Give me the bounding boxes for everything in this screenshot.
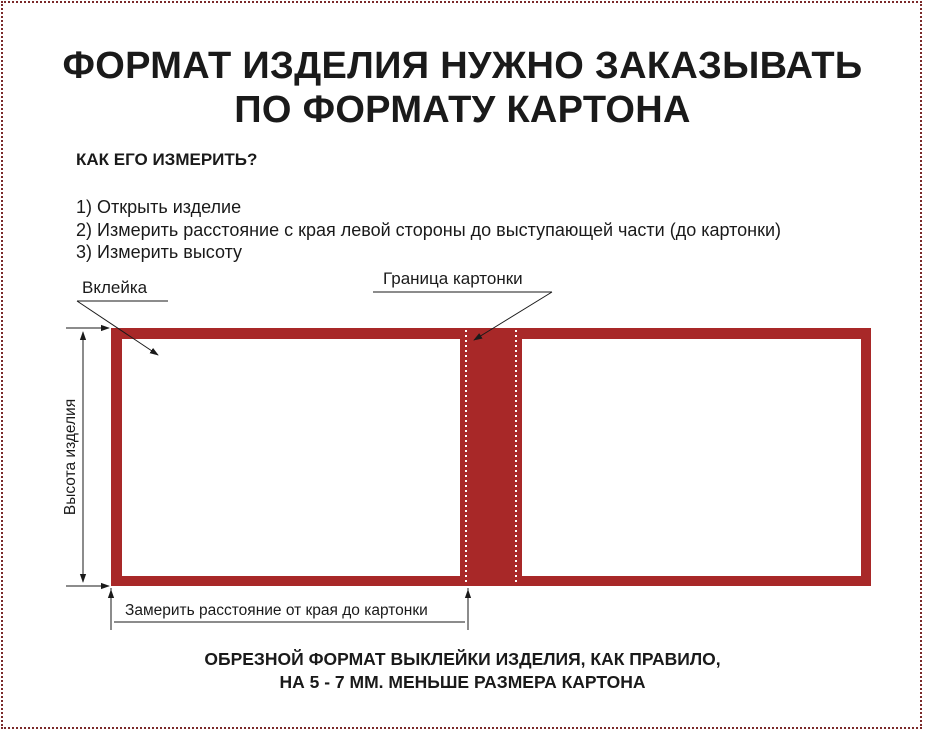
right-inner-page bbox=[522, 339, 861, 576]
subheading: КАК ЕГО ИЗМЕРИТЬ? bbox=[76, 150, 258, 169]
width-dimension bbox=[111, 588, 468, 630]
height-label: Высота изделия bbox=[62, 398, 79, 516]
board-edge-label: Граница картонки bbox=[383, 269, 523, 288]
open-cover bbox=[111, 328, 871, 586]
width-label: Замерить расстояние от края до картонки bbox=[125, 602, 428, 619]
footer-line-1: ОБРЕЗНОЙ ФОРМАТ ВЫКЛЕЙКИ ИЗДЕЛИЯ, КАК ПРАВИЛО, bbox=[204, 649, 721, 669]
step-2: 2) Измерить расстояние с края левой стороны до выступающей части (до картонки) bbox=[76, 219, 782, 240]
insert-label: Вклейка bbox=[82, 278, 148, 297]
step-3: 3) Измерить высоту bbox=[76, 242, 243, 262]
title-line-1: ФОРМАТ ИЗДЕЛИЯ НУЖНО ЗАКАЗЫВАТЬ bbox=[62, 45, 863, 87]
step-1: 1) Открыть изделие bbox=[76, 197, 242, 217]
footer-line-2: НА 5 - 7 ММ. МЕНЬШЕ РАЗМЕРА КАРТОНА bbox=[279, 672, 646, 692]
height-dimension bbox=[62, 328, 109, 586]
left-inner-page bbox=[122, 339, 460, 576]
footer-note bbox=[0, 648, 925, 694]
title-line-2: ПО ФОРМАТУ КАРТОНА bbox=[234, 89, 691, 131]
